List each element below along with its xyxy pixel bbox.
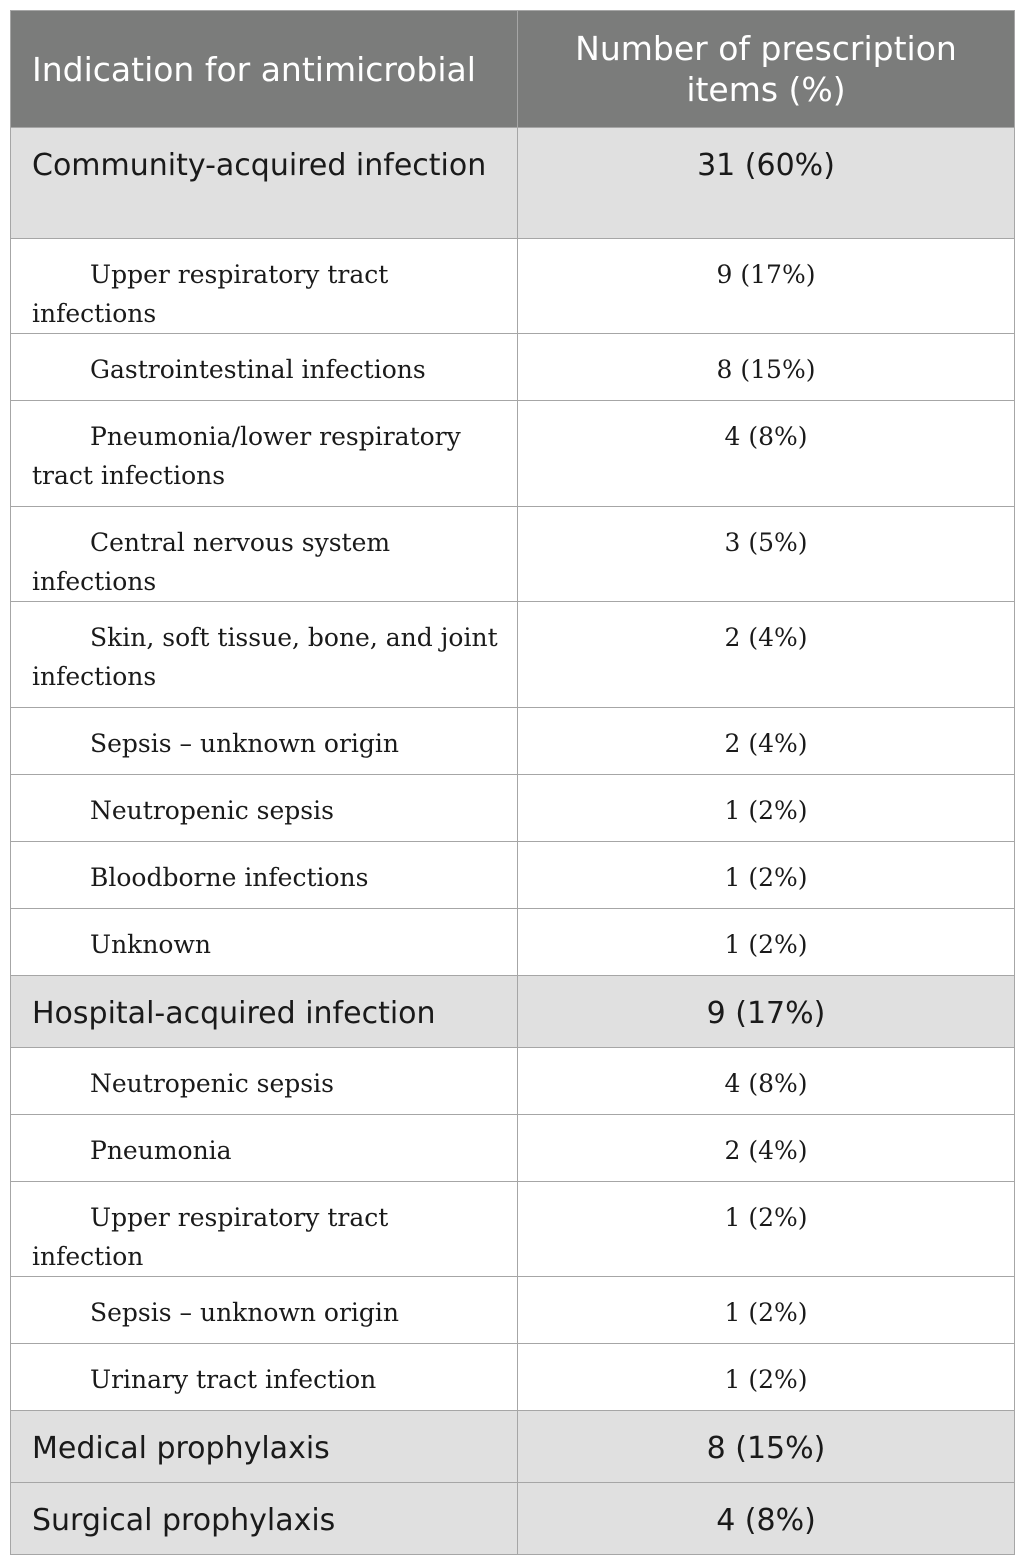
row-label: Bloodborne infections	[11, 842, 518, 909]
row-value: 9 (17%)	[518, 239, 1015, 334]
table-header-row	[11, 11, 1015, 128]
table-row	[11, 1048, 1015, 1115]
table-row	[11, 1115, 1015, 1182]
table-row	[11, 1277, 1015, 1344]
table-row-group	[11, 976, 1015, 1048]
row-value: 4 (8%)	[518, 401, 1015, 507]
row-value: 1 (2%)	[518, 1277, 1015, 1344]
row-label: Neutropenic sepsis	[11, 775, 518, 842]
row-value: 1 (2%)	[518, 775, 1015, 842]
row-value: 1 (2%)	[518, 842, 1015, 909]
table-row	[11, 708, 1015, 775]
row-label: Neutropenic sepsis	[11, 1048, 518, 1115]
row-value: 4 (8%)	[518, 1048, 1015, 1115]
row-label: Skin, soft tissue, bone, and joint infections	[11, 602, 518, 708]
row-label: Community-acquired infection	[11, 128, 518, 239]
row-value: 2 (4%)	[518, 1115, 1015, 1182]
table-row-group	[11, 1483, 1015, 1555]
row-label: Upper respiratory tract infection	[11, 1182, 518, 1277]
table-row	[11, 1344, 1015, 1411]
row-value: 9 (17%)	[518, 976, 1015, 1048]
row-label: Upper respiratory tract infections	[11, 239, 518, 334]
header-prescription-count: Number of prescription items (%)	[518, 11, 1015, 128]
row-value: 8 (15%)	[518, 1411, 1015, 1483]
row-label: Sepsis – unknown origin	[11, 708, 518, 775]
row-label: Unknown	[11, 909, 518, 976]
row-label: Pneumonia	[11, 1115, 518, 1182]
row-label: Surgical prophylaxis	[11, 1483, 518, 1555]
row-label: Gastrointestinal infections	[11, 334, 518, 401]
table-row	[11, 602, 1015, 708]
table-row	[11, 401, 1015, 507]
row-label: Central nervous system infections	[11, 507, 518, 602]
table-row-group	[11, 1411, 1015, 1483]
row-value: 2 (4%)	[518, 602, 1015, 708]
row-value: 31 (60%)	[518, 128, 1015, 239]
row-label: Pneumonia/lower respiratory tract infections	[11, 401, 518, 507]
row-value: 1 (2%)	[518, 1344, 1015, 1411]
row-label: Medical prophylaxis	[11, 1411, 518, 1483]
row-label: Hospital-acquired infection	[11, 976, 518, 1048]
row-value: 1 (2%)	[518, 1182, 1015, 1277]
table-row	[11, 334, 1015, 401]
table-row	[11, 775, 1015, 842]
header-indication: Indication for antimicrobial	[11, 11, 518, 128]
table-row	[11, 239, 1015, 334]
row-value: 1 (2%)	[518, 909, 1015, 976]
table-row-group	[11, 128, 1015, 239]
row-value: 2 (4%)	[518, 708, 1015, 775]
row-value: 8 (15%)	[518, 334, 1015, 401]
row-value: 3 (5%)	[518, 507, 1015, 602]
row-label: Sepsis – unknown origin	[11, 1277, 518, 1344]
table-row	[11, 1182, 1015, 1277]
indication-table	[10, 10, 1015, 1555]
table-row	[11, 842, 1015, 909]
row-label: Urinary tract infection	[11, 1344, 518, 1411]
table-row	[11, 507, 1015, 602]
row-value: 4 (8%)	[518, 1483, 1015, 1555]
table-row	[11, 909, 1015, 976]
